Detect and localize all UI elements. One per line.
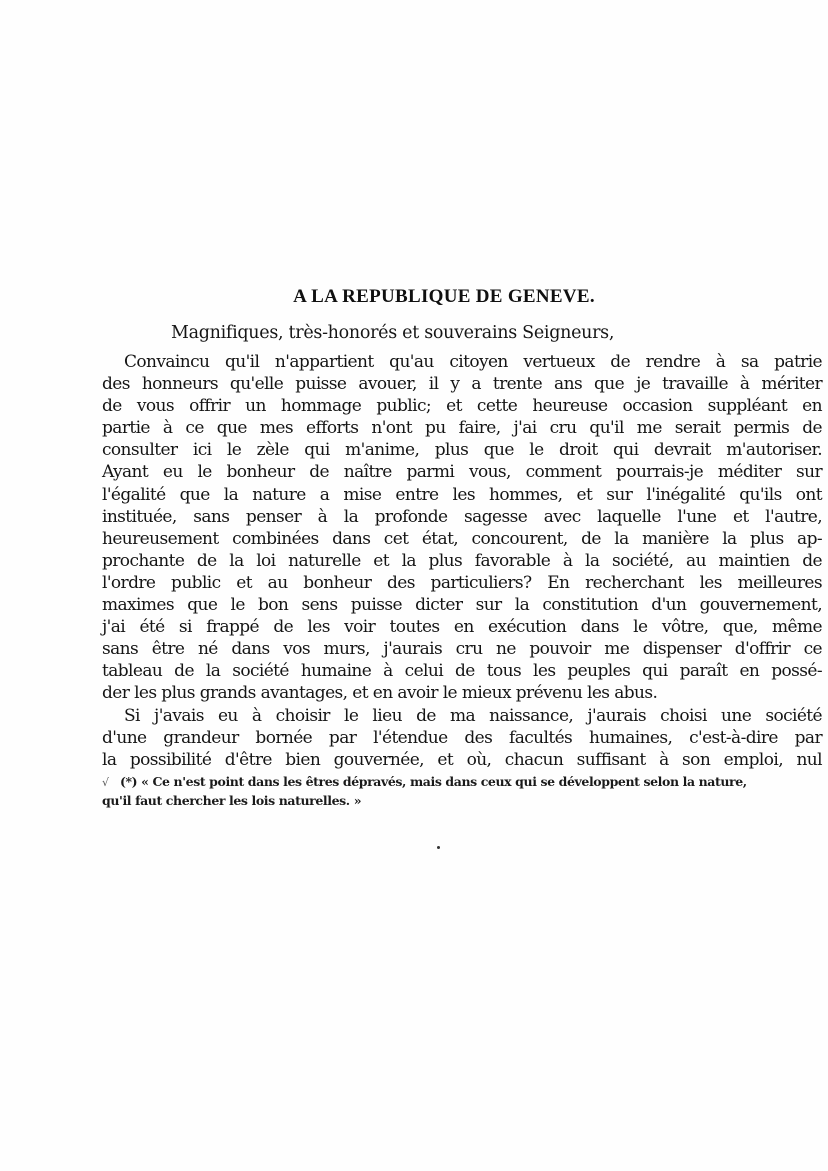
text-line: Convaincu qu'il n'appartient qu'au citoyen vertueux de rendre à sa patrie bbox=[124, 352, 822, 372]
page-title: A LA REPUBLIQUE DE GENEVE. bbox=[293, 286, 595, 307]
text-line: des honneurs qu'elle puisse avouer, il y a trente ans que je travaille à mériter bbox=[102, 374, 822, 395]
text-line: prochante de la loi naturelle et la plus favorable à la société, au maintien de bbox=[102, 550, 822, 571]
footnote-line bbox=[102, 792, 822, 810]
text-line: l'égalité que la nature a mise entre les hommes, et sur l'inégalité qu'ils ont bbox=[102, 484, 822, 505]
text-line: der les plus grands avantages, et en avoir le mieux prévenu les abus. bbox=[102, 683, 658, 704]
check-mark: √ bbox=[102, 776, 109, 789]
text-line: Ayant eu le bonheur de naître parmi vous, comment pourrais-je méditer sur bbox=[102, 462, 822, 483]
body-text bbox=[102, 351, 822, 771]
text-line: j'ai été si frappé de les voir toutes en exécution dans le vôtre, que, même bbox=[102, 617, 822, 638]
text-line: Si j'avais eu à choisir le lieu de ma naissance, j'aurais choisi une société bbox=[124, 705, 822, 726]
footnote-line bbox=[102, 773, 822, 792]
text-line: consulter ici le zèle qui m'anime, plus que le droit qui devrait m'autoriser. bbox=[102, 440, 822, 461]
text-line: sans être né dans vos murs, j'aurais cru ne pouvoir me dispenser d'offrir ce bbox=[102, 639, 822, 660]
paragraph bbox=[102, 705, 822, 771]
ink-speck bbox=[437, 846, 440, 849]
text-line: heureusement combinées dans cet état, concourent, de la manière la plus ap- bbox=[102, 528, 822, 549]
footnote bbox=[102, 773, 822, 810]
salutation: Magnifiques, très-honorés et souverains Seigneurs, bbox=[171, 323, 615, 343]
text-line: d'une grandeur bornée par l'étendue des facultés humaines, c'est-à-dire par bbox=[102, 727, 822, 748]
text-line: maximes que le bon sens puisse dicter sur la constitution d'un gouvernement, bbox=[102, 595, 822, 616]
text-line: la possibilité d'être bien gouvernée, et où, chacun suffisant à son emploi, nul bbox=[102, 749, 822, 770]
text-line: instituée, sans penser à la profonde sagesse avec laquelle l'une et l'autre, bbox=[102, 506, 822, 527]
text-line: l'ordre public et au bonheur des particuliers? En recherchant les meilleures bbox=[102, 572, 822, 593]
paragraph bbox=[102, 351, 822, 705]
footnote-text: qu'il faut chercher les lois naturelles. » bbox=[102, 793, 362, 808]
text-line: partie à ce que mes efforts n'ont pu faire, j'ai cru qu'il me serait permis de bbox=[102, 418, 822, 439]
text-line: tableau de la société humaine à celui de tous les peuples qui paraît en possé- bbox=[102, 661, 822, 682]
text-line: de vous offrir un hommage public; et cette heureuse occasion suppléant en bbox=[102, 396, 822, 417]
footnote-text: (*) « Ce n'est point dans les êtres dépravés, mais dans ceux qui se développent selon la nature, bbox=[120, 774, 747, 789]
